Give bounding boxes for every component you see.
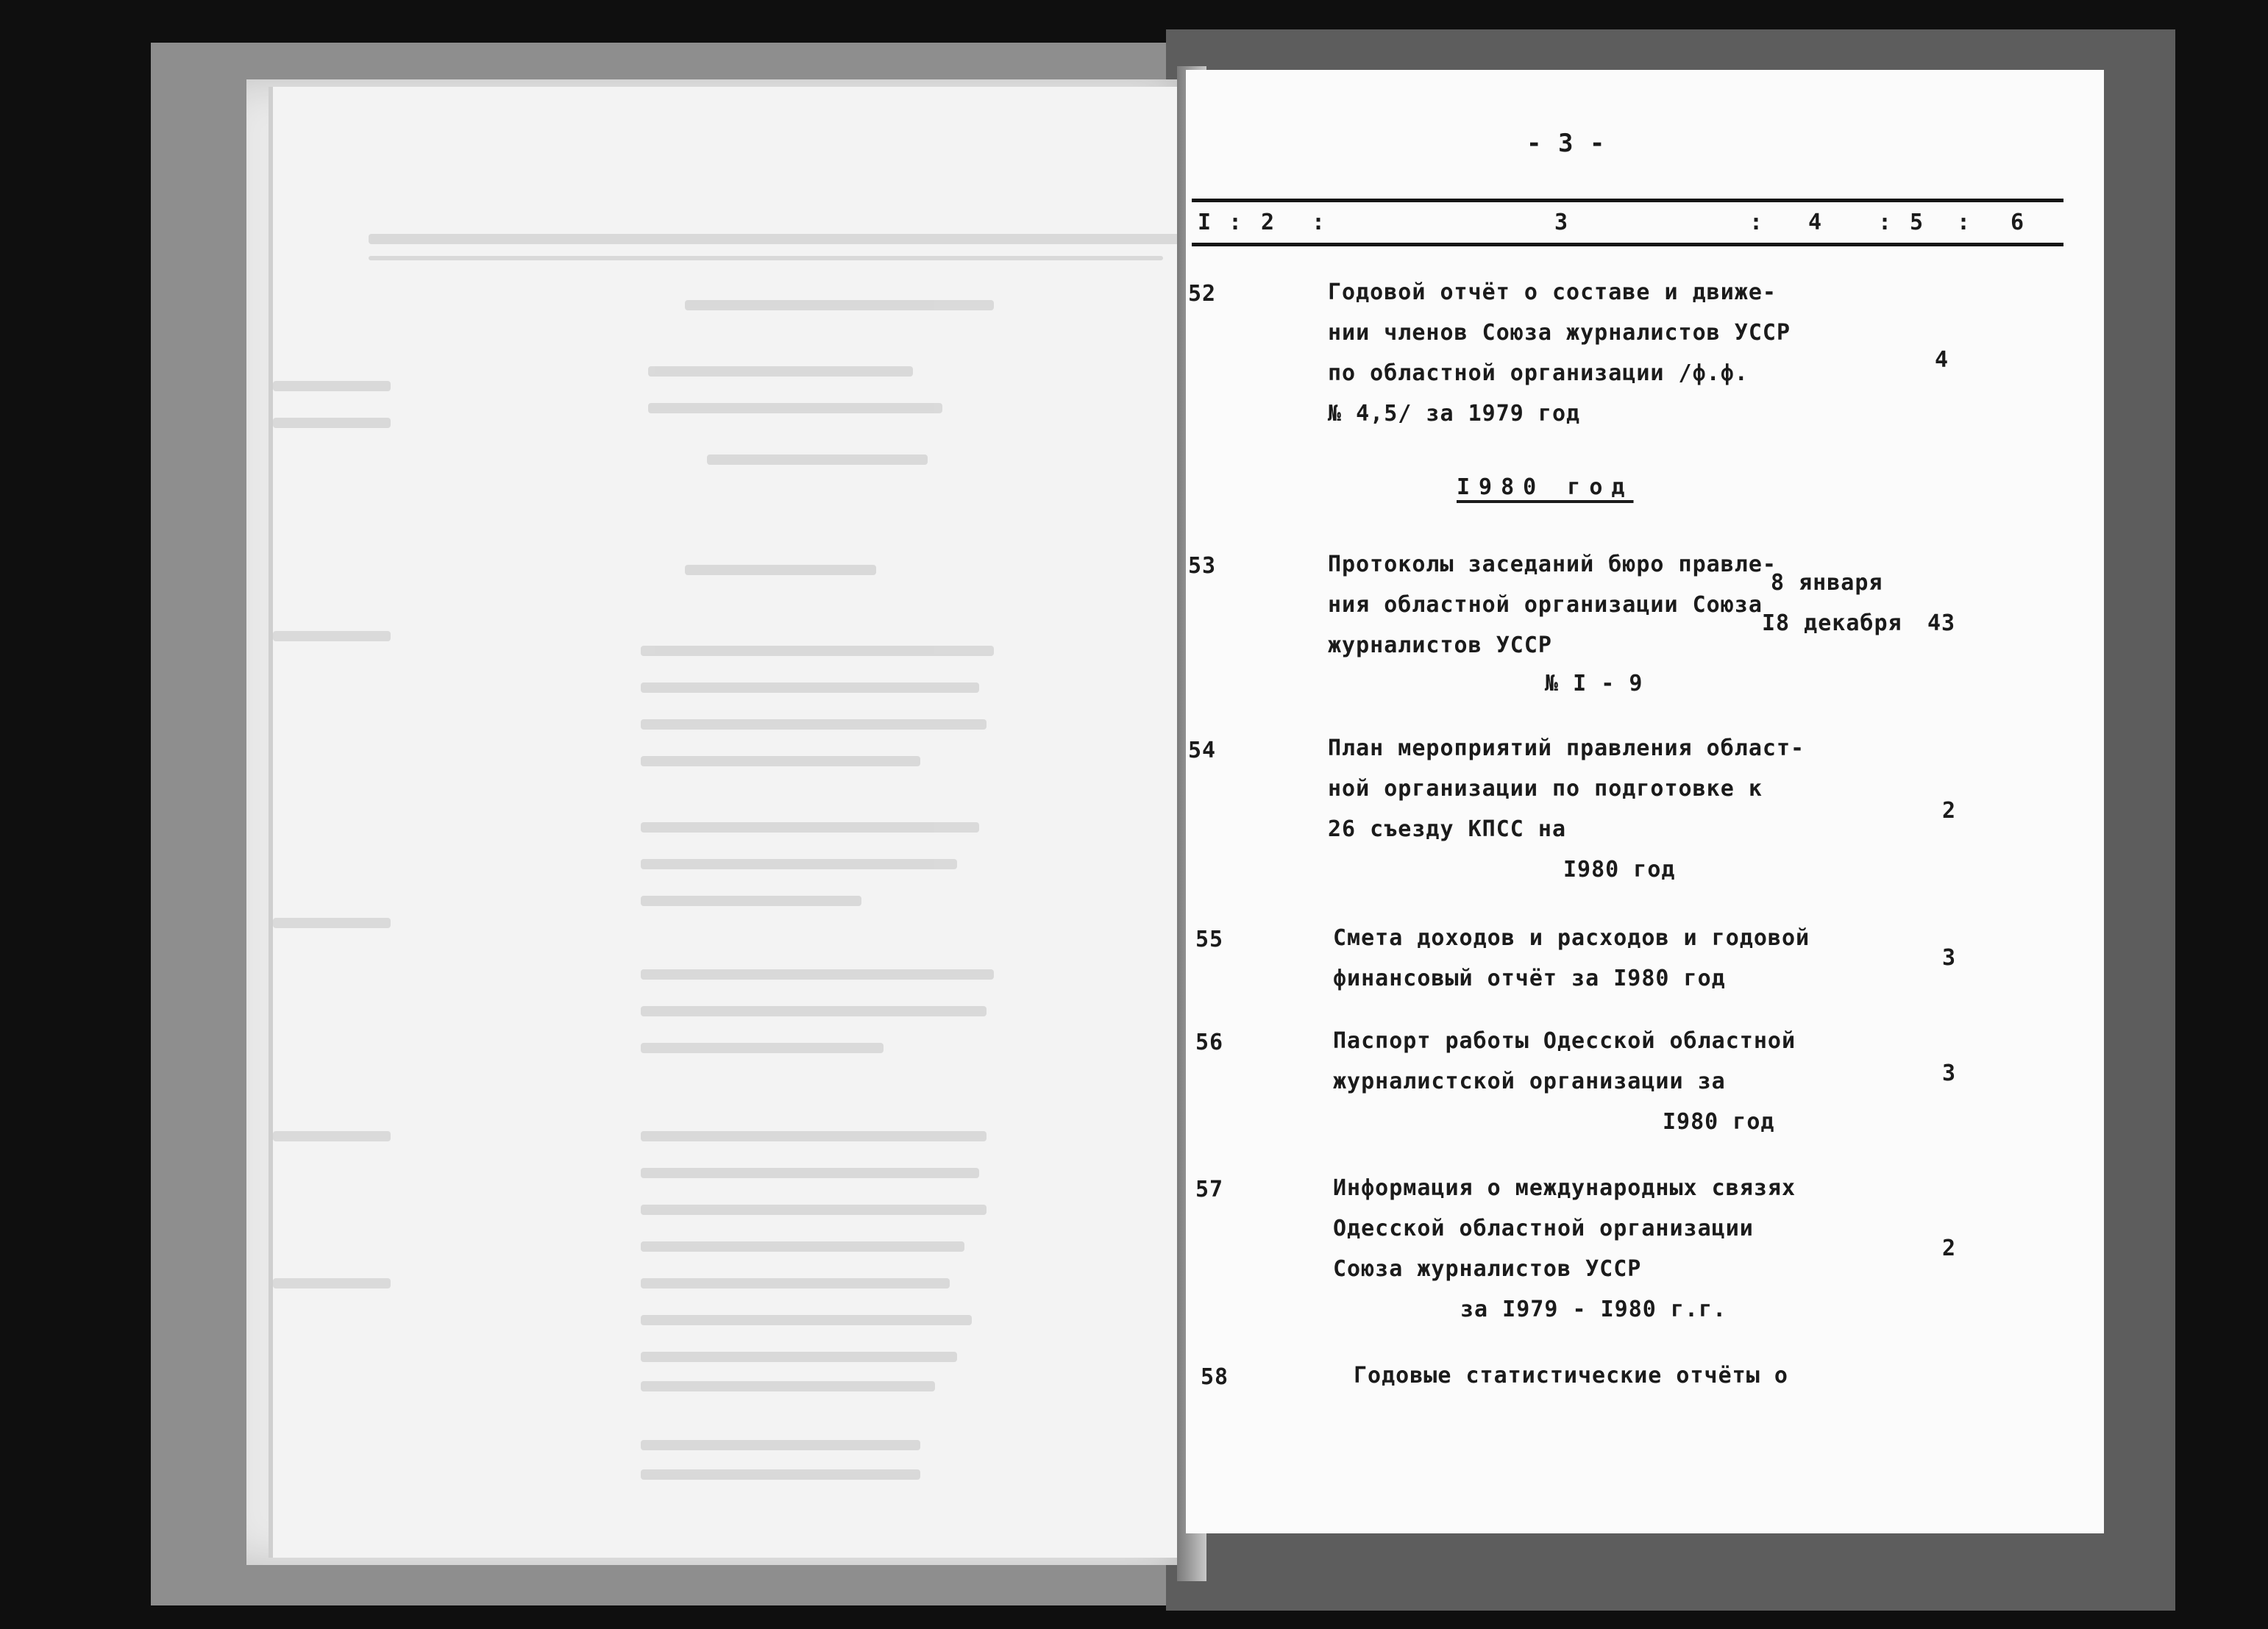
entry-57-title-line: Информация о международных связях [1333,1175,1796,1201]
entry-54-number: 54 [1188,738,1217,763]
entry-57-number: 57 [1195,1177,1224,1202]
entry-57-title-line: за I979 - I980 г.г. [1460,1297,1727,1322]
entry-55-title-line: Смета доходов и расходов и годовой [1333,925,1810,951]
entry-52-title-line: Годовой отчёт о составе и движе- [1328,279,1777,305]
entry-53-date-start: 8 января [1771,570,1883,596]
entry-52-title-line: по областной организации /ф.ф. [1328,360,1749,386]
entry-53-title-line: Протоколы заседаний бюро правле- [1328,552,1777,577]
entry-54-sheets: 2 [1942,798,1957,824]
header-col-3: 3 [1554,210,1569,235]
header-sep-3: : [1749,210,1764,235]
header-sep-1: : [1229,210,1243,235]
page-number: - 3 - [1526,129,1606,158]
header-col-6: 6 [2011,210,2025,235]
entry-54-title-line: I980 год [1563,857,1676,883]
entry-56-title-line: I980 год [1663,1109,1775,1135]
header-sep-2: : [1312,210,1326,235]
entry-52-number: 52 [1188,281,1217,307]
entry-55-number: 55 [1195,927,1224,952]
entry-53-sheets: 43 [1927,610,1956,636]
bleed-through-text [273,87,1201,1558]
entry-58-number: 58 [1201,1364,1229,1390]
entry-52-sheets: 4 [1935,347,1949,373]
entry-55-title-line: финансовый отчёт за I980 год [1333,966,1726,991]
entry-57-title-line: Союза журналистов УССР [1333,1256,1642,1282]
header-rule-top [1192,199,2063,202]
entry-54-title-line: План мероприятий правления област- [1328,735,1805,761]
header-col-1: I [1198,210,1212,235]
entry-53-title-line: № I - 9 [1545,671,1643,696]
header-sep-4: : [1878,210,1893,235]
entry-58-title-line: Годовые статистические отчёты о [1354,1363,1788,1389]
entry-54-title-line: 26 съезду КПСС на [1328,816,1567,842]
header-col-4: 4 [1808,210,1823,235]
entry-56-sheets: 3 [1942,1061,1957,1086]
entry-56-number: 56 [1195,1030,1224,1055]
header-rule-bottom [1192,243,2063,246]
entry-57-title-line: Одесской областной организации [1333,1216,1754,1241]
entry-54-title-line: ной организации по подготовке к [1328,776,1763,802]
entry-53-title-line: ния областной организации Союза [1328,592,1763,618]
entry-55-sheets: 3 [1942,945,1957,971]
entry-56-title-line: журналистской организации за [1333,1069,1726,1094]
entry-53-number: 53 [1188,553,1217,579]
year-heading: I980 год [1457,474,1634,500]
entry-53-date-end: I8 декабря [1762,610,1902,636]
entry-57-sheets: 2 [1942,1236,1957,1261]
entry-53-title-line: журналистов УССР [1328,632,1552,658]
header-col-5: 5 [1910,210,1924,235]
entry-52-title-line: нии членов Союза журналистов УССР [1328,320,1791,346]
header-col-2: 2 [1261,210,1276,235]
header-sep-5: : [1957,210,1972,235]
entry-52-title-line: № 4,5/ за 1979 год [1328,401,1581,427]
left-page-sheet [269,87,1201,1558]
entry-56-title-line: Паспорт работы Одесской областной [1333,1028,1796,1054]
